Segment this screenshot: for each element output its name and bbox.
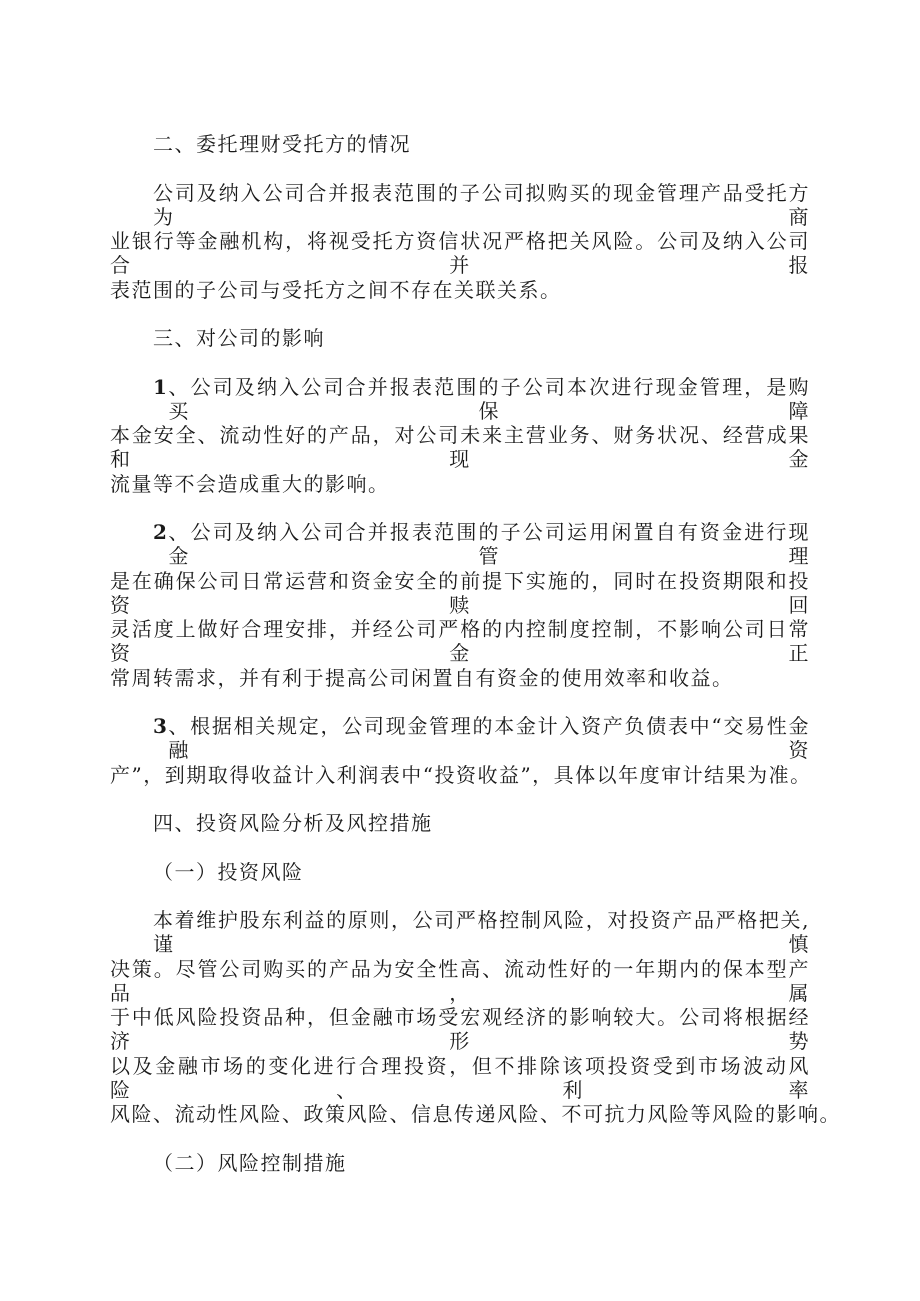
- paragraph-line: 表范围的子公司与受托方之间不存在关联关系。: [110, 278, 562, 302]
- section-heading-3: 三、对公司的影响: [153, 326, 325, 350]
- paragraph-line: 产”，到期取得收益计入利润表中“投资收益”，具体以年度审计结果为准。: [110, 763, 812, 787]
- paragraph-line: 风险、流动性风险、政策风险、信息传递风险、不可抗力风险等风险的影响。: [110, 1102, 841, 1126]
- paragraph-line: 本金安全、流动性好的产品，对公司未来主营业务、财务状况、经营成果和现金: [110, 423, 810, 471]
- paragraph-line: 灵活度上做好合理安排，并经公司严格的内控制度控制，不影响公司日常资金正: [110, 617, 810, 665]
- subsection-heading-1: （一）投资风险: [153, 860, 304, 884]
- paragraph-line: 、公司及纳入公司合并报表范围的子公司运用闲置自有资金进行现金管理: [168, 520, 810, 568]
- paragraph-line: 是在确保公司日常运营和资金安全的前提下实施的，同时在投资期限和投资赎回: [110, 569, 810, 617]
- section-heading-2: 二、委托理财受托方的情况: [153, 132, 411, 156]
- paragraph-line: 业银行等金融机构，将视受托方资信状况严格把关风险。公司及纳入公司合并报: [110, 229, 810, 277]
- subsection-heading-2: （二）风险控制措施: [153, 1151, 347, 1175]
- item-number: 3: [153, 714, 169, 738]
- paragraph-line: 流量等不会造成重大的影响。: [110, 472, 390, 496]
- list-item-3: [153, 714, 810, 762]
- item-number: 2: [153, 520, 169, 544]
- list-item-1: [153, 375, 810, 423]
- list-item-2: [153, 520, 810, 568]
- paragraph-line: 本着维护股东利益的原则，公司严格控制风险，对投资产品严格把关,谨慎: [153, 908, 810, 956]
- paragraph-line: 于中低风险投资品种，但金融市场受宏观经济的影响较大。公司将根据经济形势: [110, 1005, 810, 1053]
- section-heading-4: 四、投资风险分析及风控措施: [153, 811, 433, 835]
- paragraph-line: 、公司及纳入公司合并报表范围的子公司本次进行现金管理，是购买保障: [168, 375, 810, 423]
- item-number: 1: [153, 375, 169, 399]
- paragraph-line: 决策。尽管公司购买的产品为安全性高、流动性好的一年期内的保本型产品，属: [110, 957, 810, 1005]
- paragraph-line: 、根据相关规定，公司现金管理的本金计入资产负债表中“交易性金融资: [168, 714, 810, 762]
- paragraph-line: 常周转需求，并有利于提高公司闲置自有资金的使用效率和收益。: [110, 666, 734, 690]
- paragraph-line: 以及金融市场的变化进行合理投资，但不排除该项投资受到市场波动风险、利率: [110, 1054, 810, 1102]
- paragraph-line: 公司及纳入公司合并报表范围的子公司拟购买的现金管理产品受托方为商: [153, 181, 810, 229]
